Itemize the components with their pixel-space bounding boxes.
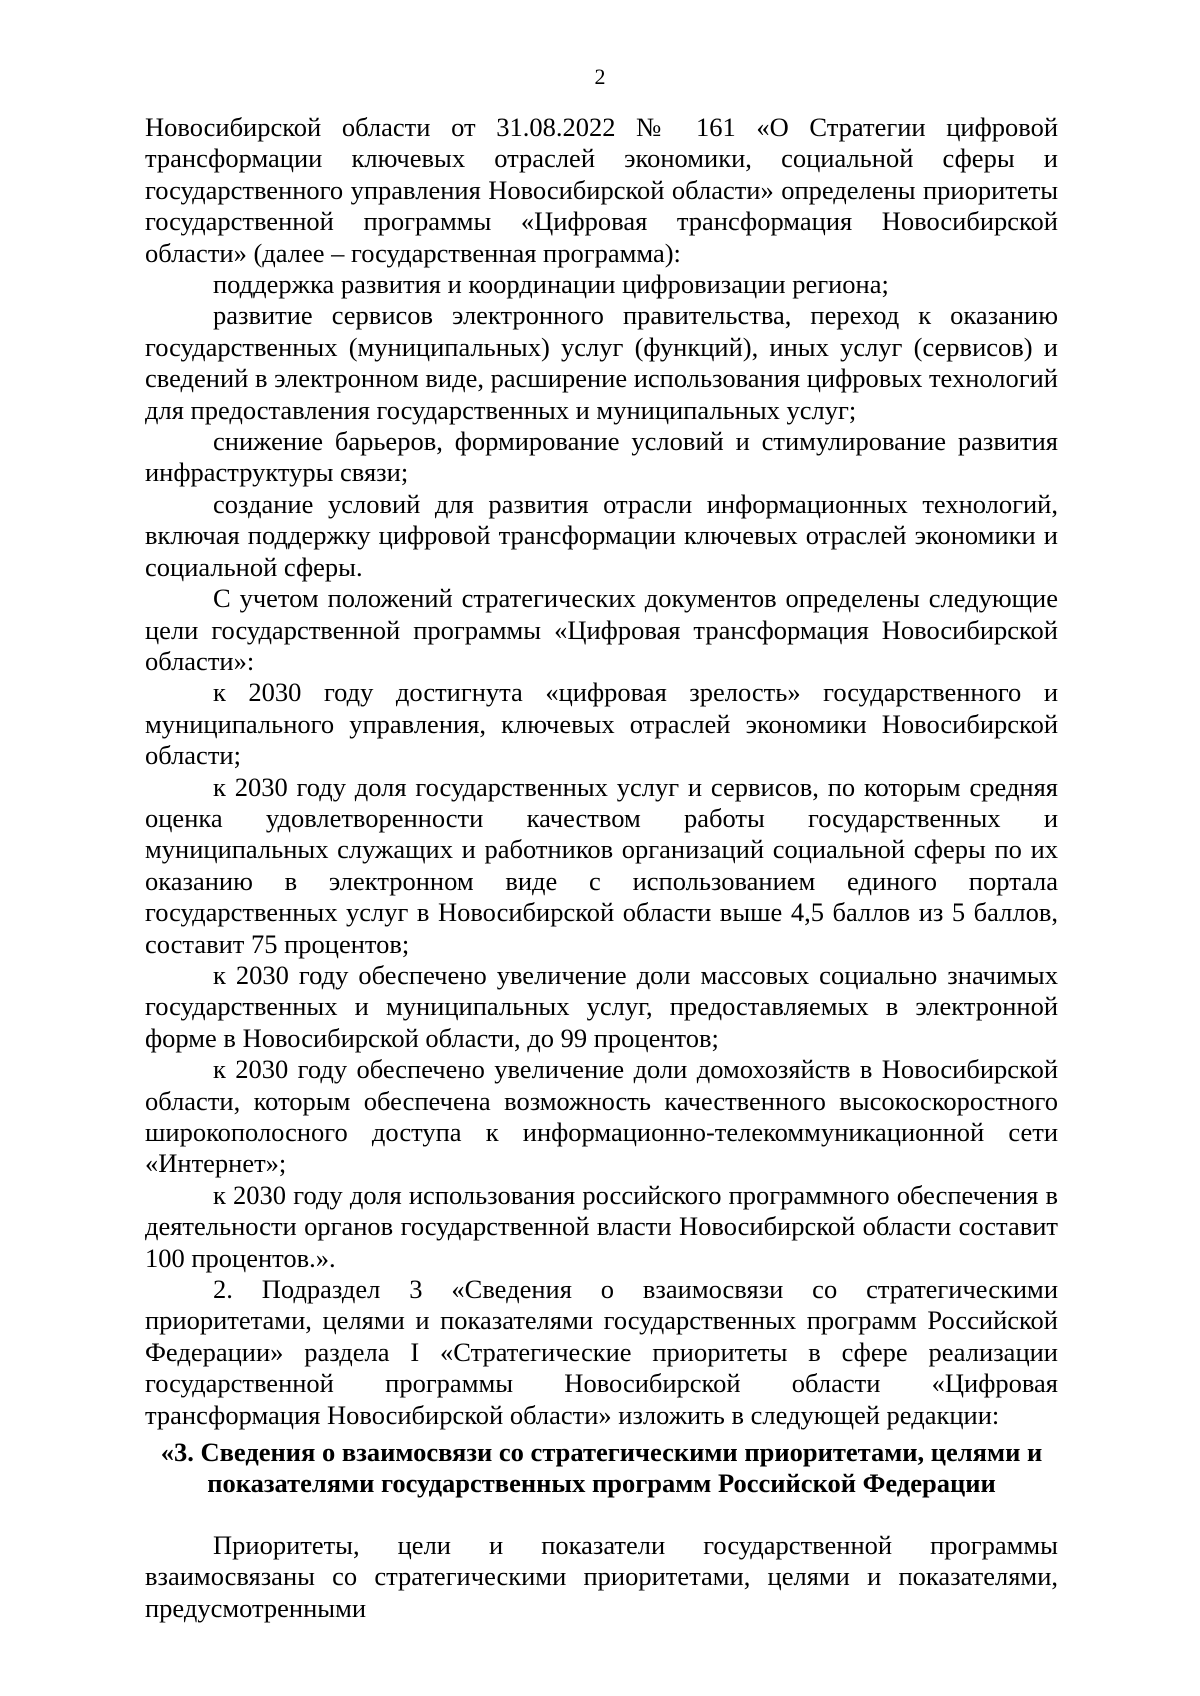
paragraph-priority-egov: развитие сервисов электронного правительства, переход к оказанию государственных (муниципальных) услуг (функций), иных услуг (сервисов) и сведений в электронном виде, расширение использования цифровых технологий для предоставления государственных и муниципальных услуг;: [145, 300, 1058, 425]
paragraph-goal-digital-maturity: к 2030 году достигнута «цифровая зрелость» государственного и муниципального управления, ключевых отраслей экономики Новосибирской области;: [145, 677, 1058, 771]
paragraph-closing: Приоритеты, цели и показатели государственной программы взаимосвязаны со стратегическими приоритетами, целями и показателями, предусмотренными: [145, 1529, 1058, 1623]
paragraph-strategy-intro: Новосибирской области от 31.08.2022 № 161 «О Стратегии цифровой трансформации ключевых отраслей экономики, социальной сферы и государственного управления Новосибирской области» определены приоритеты государственной программы «Цифровая трансформация Новосибирской области» (далее – государственная программа):: [145, 112, 1058, 268]
paragraph-priority-it-industry: создание условий для развития отрасли информационных технологий, включая поддержку цифровой трансформации ключевых отраслей экономики и социальной сферы.: [145, 488, 1058, 582]
paragraph-goal-satisfaction: к 2030 году доля государственных услуг и сервисов, по которым средняя оценка удовлетворенности качеством работы государственных и муниципальных служащих и работников организаций социальной сферы по их оказанию в электронном виде с использованием единого портала государственных услуг в Новосибирской области выше 4,5 баллов из 5 баллов, составит 75 процентов;: [145, 771, 1058, 959]
paragraph-goals-intro: С учетом положений стратегических документов определены следующие цели государственной программы «Цифровая трансформация Новосибирской области»:: [145, 583, 1058, 676]
paragraph-goal-broadband: к 2030 году обеспечено увеличение доли домохозяйств в Новосибирской области, которым обеспечена возможность качественного высокоскоростного широкополосного доступа к информационно-телекоммуникационной сети «Интернет»;: [145, 1054, 1058, 1179]
heading-spacer: [145, 1500, 1058, 1530]
paragraph-goal-electronic-services: к 2030 году обеспечено увеличение доли массовых социально значимых государственных и муниципальных услуг, предоставляемых в электронной форме в Новосибирской области, до 99 процентов;: [145, 959, 1058, 1053]
paragraph-priority-coordination: поддержка развития и координации цифровизации региона;: [213, 269, 889, 300]
document-body: [145, 112, 1058, 1624]
page-number: 2: [594, 64, 606, 89]
paragraph-goal-russian-software: к 2030 году доля использования российского программного обеспечения в деятельности органов государственной власти Новосибирской области составит 100 процентов.».: [145, 1179, 1058, 1273]
section-heading: «3. Сведения о взаимосвязи со стратегическими приоритетами, целями и показателями государственных программ Российской Федерации: [160, 1437, 1043, 1499]
paragraph-amendment-item-2: 2. Подраздел 3 «Сведения о взаимосвязи со стратегическими приоритетами, целями и показателями государственных программ Российской Федерации» раздела I «Стратегические приоритеты в сфере реализации государственной программы Новосибирской области «Цифровая трансформация Новосибирской области» изложить в следующей редакции:: [145, 1274, 1058, 1430]
paragraph-priority-infrastructure: снижение барьеров, формирование условий и стимулирование развития инфраструктуры связи;: [145, 426, 1058, 488]
